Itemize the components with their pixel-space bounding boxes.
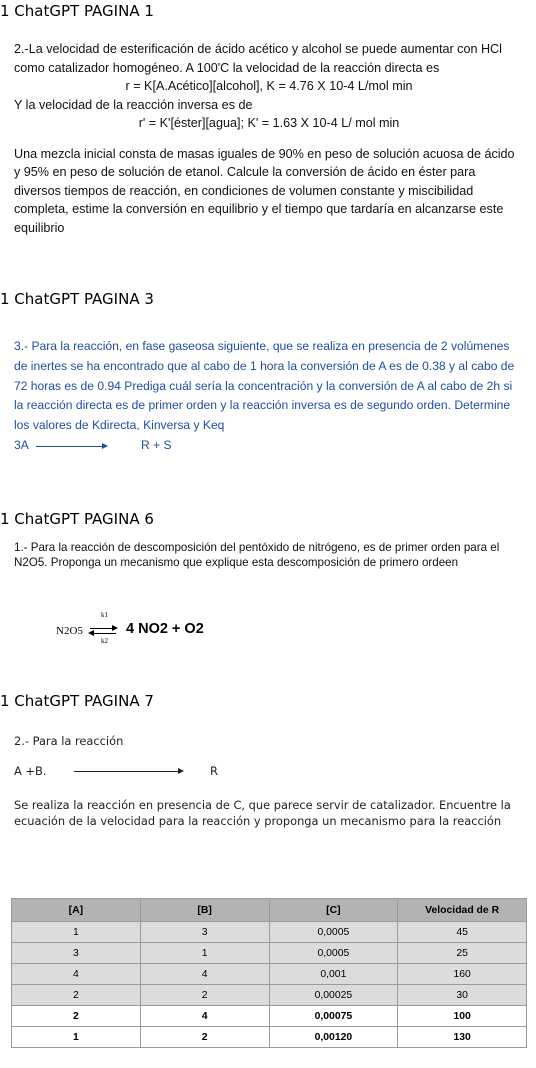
section-title-pagina-3: 1 ChatGPT PAGINA 3 — [0, 290, 154, 308]
reactant: N2O5 — [56, 625, 83, 637]
problem-body: Se realiza la reacción en presencia de C, que parece servir de catalizador. Encuentre la ecuación de la velocidad para la reacción y proponga un mecanismo para la reacción — [14, 798, 511, 828]
header-c: [C] — [269, 899, 398, 922]
cell: 0,0005 — [269, 943, 398, 964]
reaction-equation — [14, 763, 524, 783]
reaction-arrow — [36, 446, 104, 447]
problem-body: 1.- Para la reacción de descomposición del pentóxido de nitrógeno, es de primer orden para el N2O5. Proponga un mecanismo que explique esta descomposición de primero ordeen — [14, 541, 500, 569]
rate-constant-k1: k1 — [101, 611, 108, 619]
problem-body: Una mezcla inicial consta de masas iguales de 90% en peso de solución acuosa de ácido y 95% en peso de solución de etanol. Calcule la conversión de ácido en éster para diversos tiempos de reacción, en condiciones de volumen constante y miscibilidad completa, estime la conversión en equilibrio y el tiempo que tardaría en alcanzarse este equilibrio — [14, 146, 515, 235]
problem-heading: 2.- Para la reacción — [14, 734, 124, 748]
section-title-pagina-1: 1 ChatGPT PAGINA 1 — [0, 2, 154, 20]
reactant: 3A — [14, 437, 29, 452]
table-row — [12, 985, 527, 1006]
cell: 2 — [140, 985, 269, 1006]
cell: 3 — [12, 943, 141, 964]
rate-constant-k2: k2 — [101, 637, 108, 645]
cell: 2 — [140, 1027, 269, 1048]
problem-body: 3.- Para la reacción, en fase gaseosa siguiente, que se realiza en presencia de 2 volúmenes de inertes se ha encontrado que al cabo de 1 hora la conversión de A es de 0.38 y al cabo de 72 horas es de 0.94 Prediga cuál sería la concentración y la conversión de A al cabo de 2h si la reacción directa es de primer orden y la reacción inversa es de segundo orden. Determine los valores de Kdirecta, Kinversa y Keq — [14, 339, 515, 433]
forward-arrow-head-icon — [112, 625, 118, 631]
cell: 30 — [398, 985, 527, 1006]
problem-esterification — [14, 40, 524, 237]
arrow-head-icon — [102, 443, 108, 449]
rate-data-table — [11, 898, 527, 1048]
reverse-arrow — [92, 633, 116, 634]
header-a: [A] — [12, 899, 141, 922]
reverse-arrow-head-icon — [88, 630, 94, 636]
cell: 4 — [140, 1006, 269, 1027]
forward-arrow — [90, 628, 114, 629]
rate-reverse-equation: r' = K'[éster][agua]; K' = 1.63 X 10-4 L/ mol min — [138, 116, 400, 130]
table-row — [12, 943, 527, 964]
section-title-pagina-6: 1 ChatGPT PAGINA 6 — [0, 510, 154, 528]
cell: 1 — [12, 1027, 141, 1048]
problem-catalyzed-reaction — [14, 733, 524, 829]
arrow-head-icon — [178, 768, 184, 774]
cell: 2 — [12, 1006, 141, 1027]
problem-intro: 2.-La velocidad de esterificación de ácido acético y alcohol se puede aumentar con HCl como catalizador homogéneo. A 100'C la velocidad de la reacción directa es — [14, 42, 502, 75]
cell: 100 — [398, 1006, 527, 1027]
section-title-pagina-7: 1 ChatGPT PAGINA 7 — [0, 692, 154, 710]
cell: 0,00120 — [269, 1027, 398, 1048]
problem-mid-text: Y la velocidad de la reacción inversa es de — [14, 97, 253, 112]
cell: 1 — [140, 943, 269, 964]
products: 4 NO2 + O2 — [126, 621, 204, 637]
reaction-arrow — [74, 771, 180, 772]
cell: 25 — [398, 943, 527, 964]
cell: 0,00075 — [269, 1006, 398, 1027]
cell: 1 — [12, 922, 141, 943]
products: R + S — [141, 437, 172, 452]
cell: 4 — [140, 964, 269, 985]
cell: 0,00025 — [269, 985, 398, 1006]
cell: 0,0005 — [269, 922, 398, 943]
cell: 160 — [398, 964, 527, 985]
problem-n2o5 — [14, 541, 534, 570]
cell: 2 — [12, 985, 141, 1006]
table-row — [12, 964, 527, 985]
equilibrium-equation — [56, 612, 316, 652]
header-rate: Velocidad de R — [398, 899, 527, 922]
table-row — [12, 1006, 527, 1027]
cell: 0,001 — [269, 964, 398, 985]
cell: 3 — [140, 922, 269, 943]
product: R — [210, 764, 218, 778]
table-header-row — [12, 899, 527, 922]
table-row — [12, 1027, 527, 1048]
rate-forward-equation: r = K[A.Acético][alcohol], K = 4.76 X 10-4 L/mol min — [125, 79, 413, 93]
reaction-equation — [14, 436, 524, 456]
reactants: A +B. — [14, 764, 47, 778]
cell: 45 — [398, 922, 527, 943]
header-b: [B] — [140, 899, 269, 922]
cell: 4 — [12, 964, 141, 985]
problem-gas-phase — [14, 337, 524, 456]
table-row — [12, 922, 527, 943]
cell: 130 — [398, 1027, 527, 1048]
